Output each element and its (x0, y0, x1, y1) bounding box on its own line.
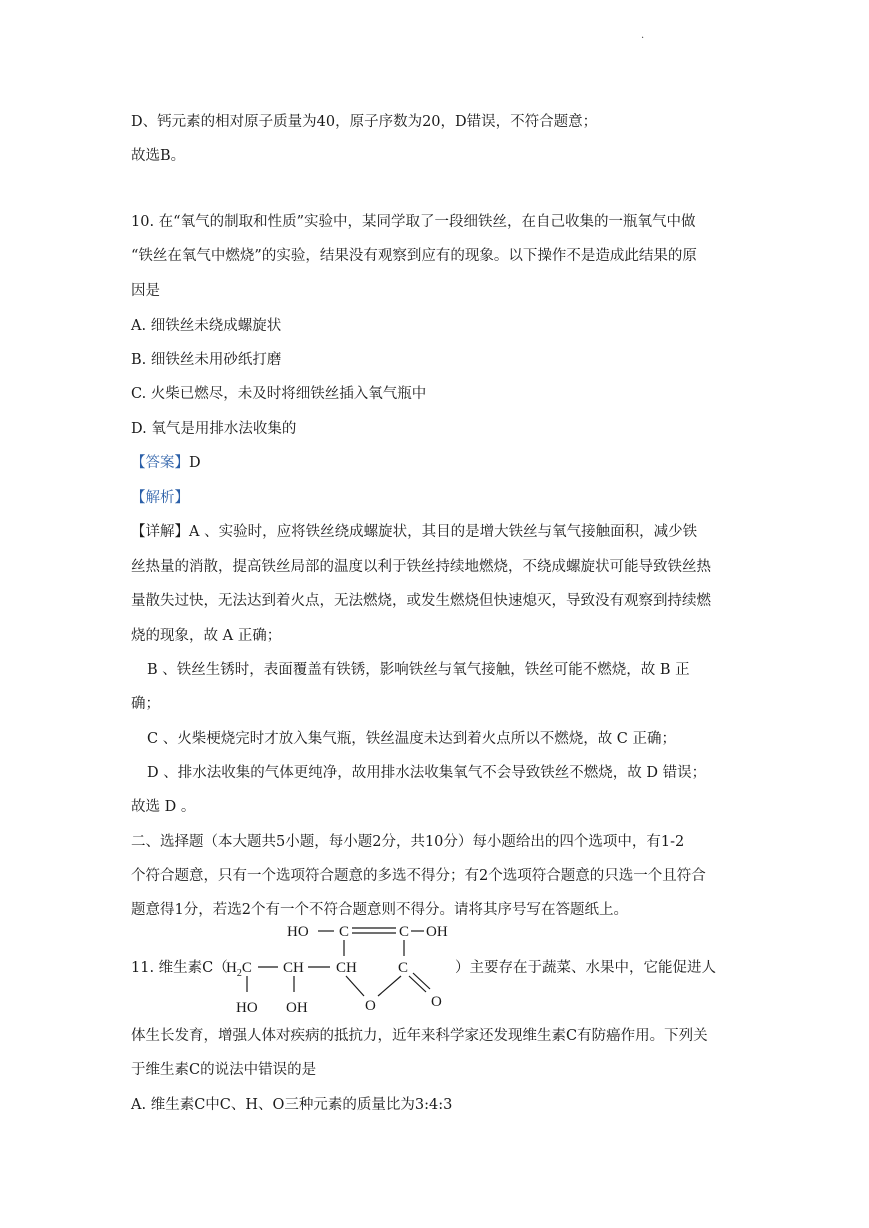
detail-c-text: C 、火柴梗烧完时才放入集气瓶，铁丝温度未达到着火点所以不燃烧，故 C 正确； (147, 731, 677, 747)
q10-stem-line-2: “铁丝在氧气中燃烧”的实验，结果没有观察到应有的现象。以下操作不是造成此结果的原 (131, 248, 697, 264)
q11-stem-suffix: ）主要存在于蔬菜、水果中，它能促进人 (455, 960, 716, 976)
detail-a-text: A 、实验时，应将铁丝绕成螺旋状，其目的是增大铁丝与氧气接触面积，减少铁 (189, 524, 698, 540)
q10-detail-c (131, 729, 676, 749)
q10-detail-a-line-4: 烧的现象，故 A 正确； (131, 628, 282, 644)
q10-option-c: C. 火柴已燃尽，未及时将细铁丝插入氧气瓶中 (131, 386, 427, 402)
q10-option-b: B. 细铁丝未用砂纸打磨 (131, 352, 282, 368)
answer-label: 【答案】 (131, 455, 189, 471)
bond-c-o-carbonyl-2 (413, 973, 430, 989)
vitamin-c-structure (226, 916, 466, 1020)
formula-ch-2: CH (336, 960, 357, 976)
formula-h2c: $H_2C$ (226, 960, 252, 979)
formula-ho-bottom: HO (236, 1000, 258, 1016)
q10-stem-line-1: 10. 在“氧气的制取和性质”实验中，某同学取了一段细铁丝，在自己收集的一瓶氧气中做 (131, 214, 696, 230)
formula-ch-1: CH (283, 960, 304, 976)
analysis-label: 【解析】 (131, 490, 189, 506)
formula-c-top-left: C (339, 924, 350, 940)
q10-detail-b-line-2: 确； (131, 696, 160, 712)
q11-stem-prefix: 11. 维生素C（ (131, 960, 228, 976)
q10-detail-a-line-1 (131, 522, 697, 542)
formula-c-top-right: C (399, 924, 410, 940)
bond-c-o-carbonyl-1 (409, 976, 426, 992)
bond-o-c (378, 976, 401, 996)
formula-c-ring: C (398, 960, 409, 976)
formula-ho-left: HO (287, 924, 309, 940)
q11-stem-line-2: 体生长发育，增强人体对疾病的抵抗力，近年来科学家还发现维生素C有防癌作用。下列关 (131, 1028, 708, 1044)
detail-b-text: B 、铁丝生锈时，表面覆盖有铁锈，影响铁丝与氧气接触，铁丝可能不燃烧，故 B 正 (147, 662, 690, 678)
page-dot: . (641, 30, 645, 41)
section2-line-2: 个符合题意，只有一个选项符合题意的多选不得分；有2个选项符合题意的只选一个且符合 (131, 868, 706, 884)
detail-label: 【详解】 (131, 524, 189, 540)
q10-detail-a-line-3: 量散失过快，无法达到着火点，无法燃烧，或发生燃烧但快速熄灭，导致没有观察到持续燃 (131, 593, 711, 609)
q10-detail-d (131, 763, 706, 783)
q10-detail-a-line-2: 丝热量的消散，提高铁丝局部的温度以利于铁丝持续地燃烧，不绕成螺旋状可能导致铁丝热 (131, 559, 711, 575)
q10-detail-b-line-1 (131, 660, 690, 680)
prev-option-d: D、钙元素的相对原子质量为40，原子序数为20，D错误，不符合题意； (131, 114, 598, 130)
prev-conclusion: 故选B。 (131, 148, 186, 164)
q10-conclusion: 故选 D 。 (131, 799, 196, 815)
bond-ch-o (346, 976, 364, 996)
detail-d-text: D 、排水法收集的气体更纯净，故用排水法收集氧气不会导致铁丝不燃烧，故 D 错误； (147, 765, 707, 781)
formula-o-carbonyl: O (431, 994, 442, 1010)
q11-stem-line-3: 于维生素C的说法中错误的是 (131, 1062, 317, 1078)
q10-answer (131, 453, 201, 473)
answer-value: D (189, 455, 201, 471)
q11-option-a: A. 维生素C中C、H、O三种元素的质量比为3:4:3 (131, 1097, 453, 1113)
formula-o-ring: O (365, 998, 376, 1014)
q10-analysis (131, 488, 189, 508)
section2-line-1: 二、选择题（本大题共5小题，每小题2分，共10分）每小题给出的四个选项中，有1-2 (131, 834, 685, 850)
q10-option-d: D. 氧气是用排水法收集的 (131, 421, 297, 437)
q10-option-a: A. 细铁丝未绕成螺旋状 (131, 318, 282, 334)
formula-oh-top: OH (426, 924, 448, 940)
section2-line-3: 题意得1分，若选2个有一个不符合题意则不得分。请将其序号写在答题纸上。 (131, 902, 628, 918)
q10-stem-line-3: 因是 (131, 283, 160, 299)
formula-oh-bottom: OH (286, 1000, 308, 1016)
